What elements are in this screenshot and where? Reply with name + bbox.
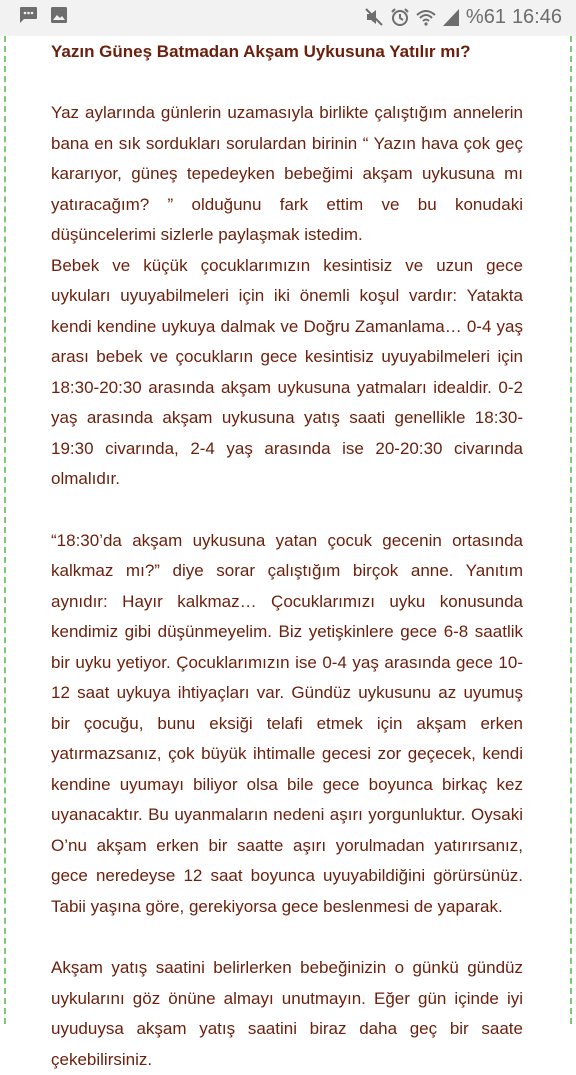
alarm-icon <box>390 7 410 27</box>
status-bar <box>0 0 576 36</box>
article-paragraph-3: “18:30’da akşam uykusuna yatan çocuk gecenin ortasında kalkmaz mı?” diye sorar çalıştığım birçok anne. Yanıtım aynıdır: Hayır kalkmaz… Çocuklarımızı uyku konusunda kendimiz gibi düşünmeyelim. Biz yetişkinlere gece 6-8 saatlik bir uyku yetiyor. Çocuklarımızın ise 0-4 yaş arasında gece 10-12 saat uykuya ihtiyaçları var. Gündüz uykusunu az uyumuş bir çocuğu, bunu eksiği telafi etmek için akşam erken yatırmazsanız, çok büyük ihtimalle gecesi zor geçecek, kendi kendine uyumayı biliyor olsa bile gece boyunca birkaç kez uyanacaktır. Bu uyanmaların nedeni aşırı yorgunluktur. Oysaki O’nu akşam erken bir saatte aşırı yorulmadan yatırırsanız, gece neredeyse 12 saat boyunca uyuyabildiğini görürsünüz. Tabii yaşına göre, gerekiyorsa gece beslenmesi de yaparak. <box>51 530 523 916</box>
signal-icon <box>442 7 460 27</box>
left-dashed-border <box>4 36 6 1024</box>
mute-icon <box>364 7 384 27</box>
article-paragraph-4: Akşam yatış saatini belirlerken bebeğinizin o günkü gündüz uykularını göz önüne almayı unutmayın. Eğer gün içinde iyi uyuduysa akşam yatış saatini biraz daha geç bir saate çekebilirsiniz. <box>51 958 523 1069</box>
article-container <box>0 36 576 1069</box>
clock-time: 16:46 <box>511 6 562 28</box>
battery-percent: %61 <box>465 6 506 28</box>
status-left-icons <box>18 6 68 24</box>
article-paragraph-2: Bebek ve küçük çocuklarımızın kesintisiz ve uzun gece uykuları uyuyabilmeleri için iki önemli koşul vardır: Yatakta kendi kendine uykuya dalmak ve Doğru Zamanlama… 0-4 yaş arası bebek ve çocukların gece kesintisiz uyuyabilmeleri için 18:30-20:30 arasında akşam uykusuna yatmaları idealdir. 0-2 yaş arasında akşam uykusuna yatış saati genellikle 18:30-19:30 civarında, 2-4 yaş arasında ise 20-20:30 civarında olmalıdır. <box>51 255 523 488</box>
message-icon <box>18 6 38 24</box>
right-dashed-border <box>570 36 572 1024</box>
image-icon <box>50 6 68 24</box>
wifi-icon <box>416 7 436 27</box>
article-body <box>51 36 523 1075</box>
status-right-icons <box>364 5 562 29</box>
article-paragraph-1: Yaz aylarında günlerin uzamasıyla birlikte çalıştığım annelerin bana en sık sordukları sorulardan birinin “ Yazın hava çok geç kararıyor, güneş tepedeyken bebeğimi akşam uykusuna mı yatıracağım? ” olduğunu fark ettim ve bu konudaki düşüncelerimi sizlerle paylaşmak istedim. <box>51 103 523 244</box>
article-title: Yazın Güneş Batmadan Akşam Uykusuna Yatılır mı? <box>51 42 471 61</box>
